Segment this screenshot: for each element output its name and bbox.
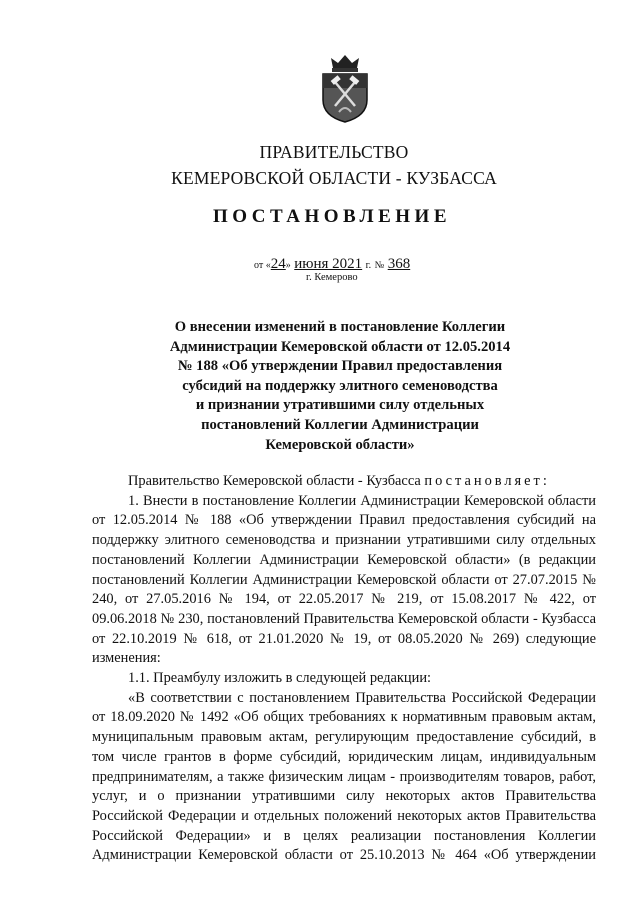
coat-of-arms-emblem xyxy=(319,52,371,124)
clause-1-paragraph: 1. Внести в постановление Коллегии Администрации Кемеровской области от 12.05.2014 № 188 «Об утверждении Правил предоставления субсидий на поддержку элитного семеноводства и признании утратившими силу отдельных постановлений Коллегии Администрации Кемеровской области» (в редакции постановлений Коллегии Администрации Кемеровской области от 27.07.2015 № 240, от 27.05.2016 № 194, от 22.05.2017 № 219, от 15.08.2017 № 422, от 09.06.2018 № 230, постановлений Правительства Кемеровской области - Кузбасса от 22.10.2019 № 618, от 21.01.2020 № 19, от 08.05.2020 № 269) следующие изменения: xyxy=(92,492,596,667)
government-name-line2: КЕМЕРОВСКОЙ ОБЛАСТИ - КУЗБАССА xyxy=(171,168,497,188)
date-year-suffix: г. xyxy=(365,260,372,271)
title-line: № 188 «Об утверждении Правил предоставления xyxy=(177,358,503,375)
title-line: О внесении изменений в постановление Коллегии xyxy=(174,319,506,335)
title-line: и признании утратившими силу отдельных xyxy=(195,397,485,414)
title-line: Администрации Кемеровской области от 12.05.2014 xyxy=(169,338,511,355)
resolution-intro-text: Правительство Кемеровской области - Кузбасса xyxy=(128,473,425,489)
document-number: 368 xyxy=(387,256,411,272)
preamble-paragraph: «В соответствии с постановлением Правительства Российской Федерации от 18.09.2020 № 1492 «Об общих требованиях к нормативным правовым актам, муниципальным правовым актам, регулирующим предоставление субсидий, в том числе грантов в форме субсидий, юридическим лицам, индивидуальным предпринимателям, а также физическим лицам - производителям товаров, работ, услуг, и о признании утратившими силу некоторых актов Правительства Российской Федерации и отдельных положений некоторых актов Правительства Российской Федерации» и в целях реализации постановления Коллегии Администрации Кемеровской области от 25.10.2013 № 464 «Об утверждении xyxy=(92,689,596,864)
document-dateline xyxy=(254,256,410,273)
clause-1-1-paragraph: 1.1. Преамбулу изложить в следующей редакции: xyxy=(128,670,432,687)
date-quote-close: » xyxy=(285,260,291,271)
date-from-label: от « xyxy=(254,260,271,271)
title-line: Кемеровской области» xyxy=(265,436,415,453)
date-day: 24 xyxy=(270,256,286,272)
title-line: постановлений Коллегии Администрации xyxy=(201,416,479,433)
resolution-intro-paragraph xyxy=(92,472,596,492)
document-body xyxy=(92,472,596,866)
title-line: субсидий на поддержку элитного семеноводства xyxy=(182,377,498,394)
document-type-heading: ПОСТАНОВЛЕНИЕ xyxy=(212,206,452,227)
resolution-verb: постановляет: xyxy=(424,473,550,489)
document-city: г. Кемерово xyxy=(306,272,358,283)
number-sign: № xyxy=(374,260,385,271)
date-month-year: июня 2021 xyxy=(294,256,363,272)
government-name-line1: ПРАВИТЕЛЬСТВО xyxy=(259,142,409,162)
document-title xyxy=(130,318,550,455)
